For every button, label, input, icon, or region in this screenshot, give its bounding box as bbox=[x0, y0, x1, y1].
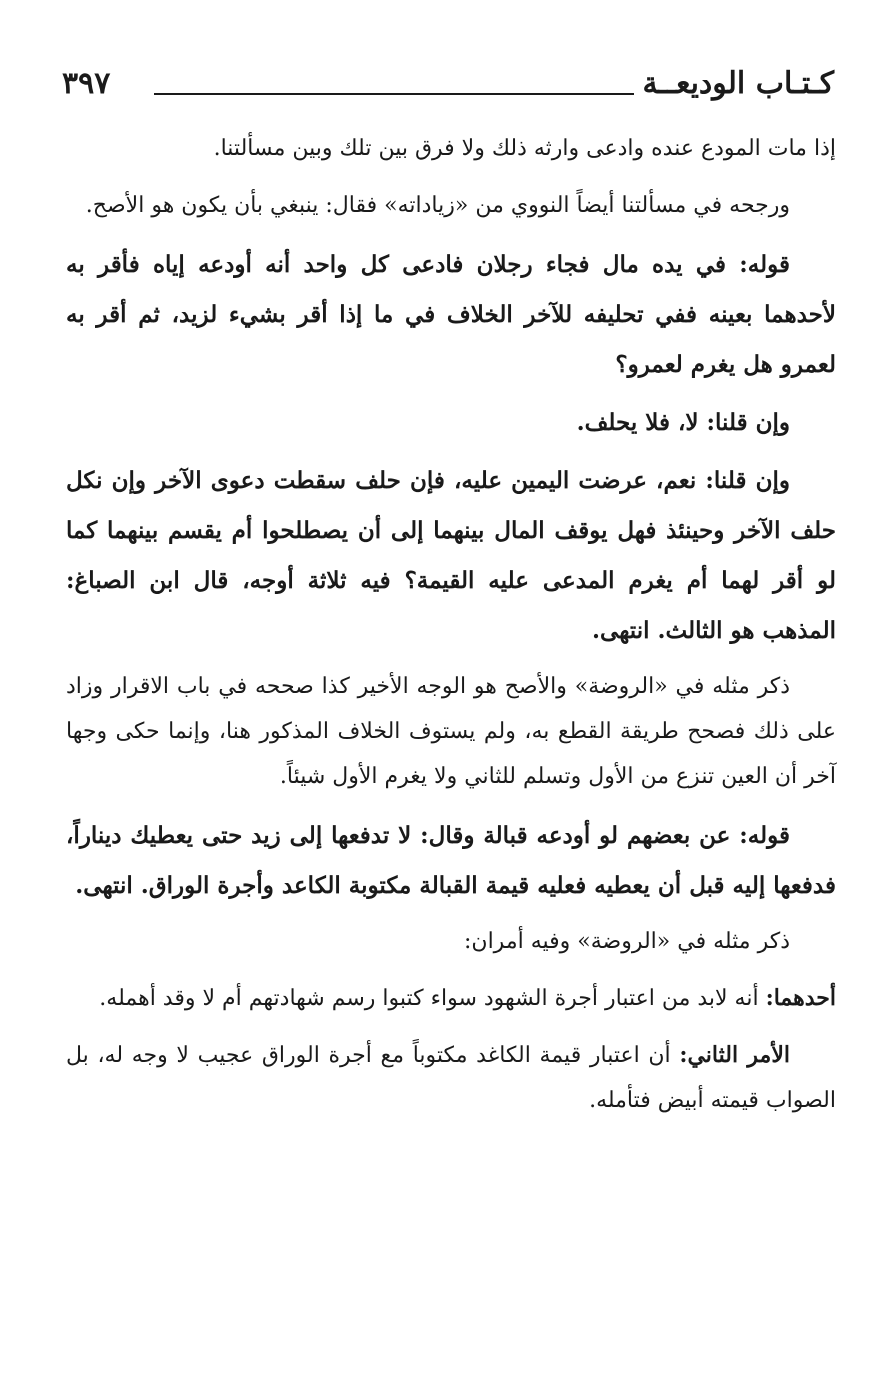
paragraph-7 bbox=[66, 811, 836, 911]
paragraph-text: ذكر مثله في «الروضة» والأصح هو الوجه الأخير كذا صححه في باب الاقرار وزاد على ذلك فصحح طريقة القطع به، ولم يستوف الخلاف المذكور هنا، وإنما حكى وجها آخر أن العين تنزع من الأول وتسلم للثاني ولا يغرم الأول شيئاً. bbox=[66, 674, 836, 789]
page-number: ٣٩٧ bbox=[62, 66, 111, 101]
paragraph-lead: أحدهما: bbox=[765, 985, 836, 1011]
paragraph-text: قوله: في يده مال فجاء رجلان فادعى كل واحد أنه أودعه إياه فأقر به لأحدهما بعينه ففي تحليفه للآخر الخلاف في ما إذا أقر بشيء لزيد، ثم أقر به لعمرو هل يغرم لعمرو؟ bbox=[66, 251, 836, 378]
paragraph-6 bbox=[66, 664, 836, 799]
paragraph-text: أنه لابد من اعتبار أجرة الشهود سواء كتبوا رسم شهادتهم أم لا وقد أهمله. bbox=[99, 986, 766, 1011]
paragraph-text: إذا مات المودع عنده وادعى وارثه ذلك ولا فرق بين تلك وبين مسألتنا. bbox=[213, 136, 836, 161]
paragraph-text: وإن قلنا: نعم، عرضت اليمين عليه، فإن حلف سقطت دعوى الآخر وإن نكل حلف الآخر وحينئذ فهل يوقف المال بينهما إلى أن يصطلحوا أم يقسم بينهما كما لو أقر لهما أم يغرم المدعى عليه القيمة؟ فيه ثلاثة أوجه، قال ابن الصباغ: المذهب هو الثالث. انتهى. bbox=[66, 467, 836, 644]
paragraph-1 bbox=[66, 126, 836, 171]
paragraph-8 bbox=[66, 919, 836, 964]
running-title: كـتـاب الوديعــة bbox=[642, 66, 834, 101]
paragraph-text: وإن قلنا: لا، فلا يحلف. bbox=[576, 409, 790, 436]
paragraph-text: قوله: عن بعضهم لو أودعه قبالة وقال: لا تدفعها إلى زيد حتى يعطيك ديناراً، فدفعها إليه قبل أن يعطيه فعليه قيمة القبالة مكتوبة الكاعد وأجرة الوراق. انتهى. bbox=[66, 822, 836, 899]
paragraph-text: ورجحه في مسألتنا أيضاً النووي من «زياداته» فقال: ينبغي بأن يكون هو الأصح. bbox=[85, 193, 790, 218]
paragraph-10 bbox=[66, 1033, 836, 1123]
paragraph-9 bbox=[66, 976, 836, 1021]
paragraph-2 bbox=[66, 183, 836, 228]
paragraph-text: أن اعتبار قيمة الكاغد مكتوباً مع أجرة الوراق عجيب لا وجه له، بل الصواب قيمته أبيض فتأمله. bbox=[66, 1043, 836, 1113]
paragraph-3 bbox=[66, 240, 836, 390]
page-body bbox=[66, 126, 836, 1135]
page-header bbox=[62, 66, 834, 112]
paragraph-5 bbox=[66, 456, 836, 656]
paragraph-text: ذكر مثله في «الروضة» وفيه أمران: bbox=[464, 929, 790, 954]
paragraph-4 bbox=[66, 398, 836, 448]
header-rule bbox=[154, 93, 634, 95]
paragraph-lead: الأمر الثاني: bbox=[679, 1042, 790, 1068]
